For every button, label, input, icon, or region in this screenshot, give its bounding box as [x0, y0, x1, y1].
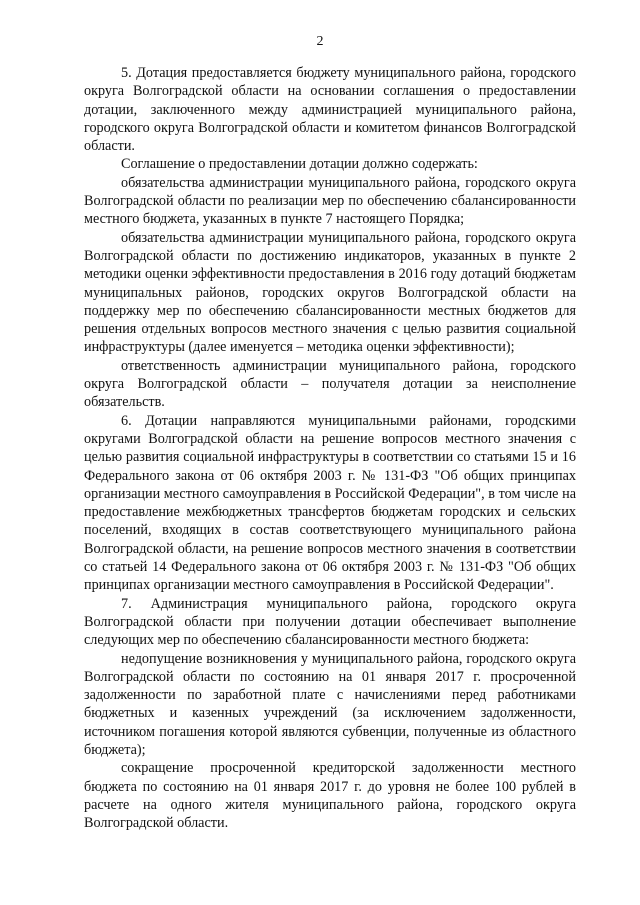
paragraph-obligation-indicators: обязательства администрации муниципального района, городского округа Волгоградской области по достижению индикаторов, указанных в пункте 2 методики оценки эффективности предоставления в 2016 году дотаций бюджетам муниципальных районов, городских округов Волгоградской области на поддержку мер по обеспечению сбалансированности местных бюджетов для решения отдельных вопросов местного значения с целью развития социальной инфраструктуры (далее именуется – методика оценки эффективности);: [84, 229, 576, 356]
paragraph-reduce-payables: сокращение просроченной кредиторской задолженности местного бюджета по состоянию на 01 января 2017 г. до уровня не более 100 рублей в расчете на одного жителя муниципального района, городского округа Волгоградской области.: [84, 760, 576, 832]
paragraph-agreement-contents: Соглашение о предоставлении дотации должно содержать:: [121, 156, 478, 173]
paragraph-obligation-balancing: обязательства администрации муниципального района, городского округа Волгоградской области по реализации мер по обеспечению сбалансированности местного бюджета, указанных в пункте 7 настоящего Порядка;: [84, 174, 576, 228]
document-body: [84, 64, 576, 832]
paragraph-no-wage-arrears: недопущение возникновения у муниципального района, городского округа Волгоградской области по состоянию на 01 января 2017 г. просроченной задолженности по заработной плате с начислениями перед работниками бюджетных и казенных учреждений (за исключением задолженности, источником погашения которой являются субвенции, полученные из областного бюджета);: [84, 650, 576, 758]
paragraph-6-subsidy-purpose: 6. Дотации направляются муниципальными районами, городскими округами Волгоградской области на решение вопросов местного значения с целью развития социальной инфраструктуры в соответствии со статьями 15 и 16 Федерального закона от 06 октября 2003 г. № 131-ФЗ "Об общих принципах организации местного самоуправления в Российской Федерации", в том числе на предоставление межбюджетных трансфертов бюджетам городских и сельских поселений, входящих в состав соответствующего муниципального района Волгоградской области, на решение вопросов местного значения в соответствии со статьей 14 Федерального закона от 06 октября 2003 г. № 131-ФЗ "Об общих принципах организации местного самоуправления в Российской Федерации".: [84, 412, 576, 594]
paragraph-responsibility: ответственность администрации муниципального района, городского округа Волгоградской области – получателя дотации за неисполнение обязательств.: [84, 357, 576, 411]
page-number: 2: [316, 34, 324, 49]
paragraph-5-subsidy-basis: 5. Дотация предоставляется бюджету муниципального района, городского округа Волгоградской области на основании соглашения о предоставлении дотации, заключенного между администрацией муниципального района, городского округа Волгоградской области и комитетом финансов Волгоградской области.: [84, 65, 576, 155]
paragraph-7-administration-measures: 7. Администрация муниципального района, городского округа Волгоградской области при получении дотации обеспечивает выполнение следующих мер по обеспечению сбалансированности местного бюджета:: [84, 595, 576, 649]
